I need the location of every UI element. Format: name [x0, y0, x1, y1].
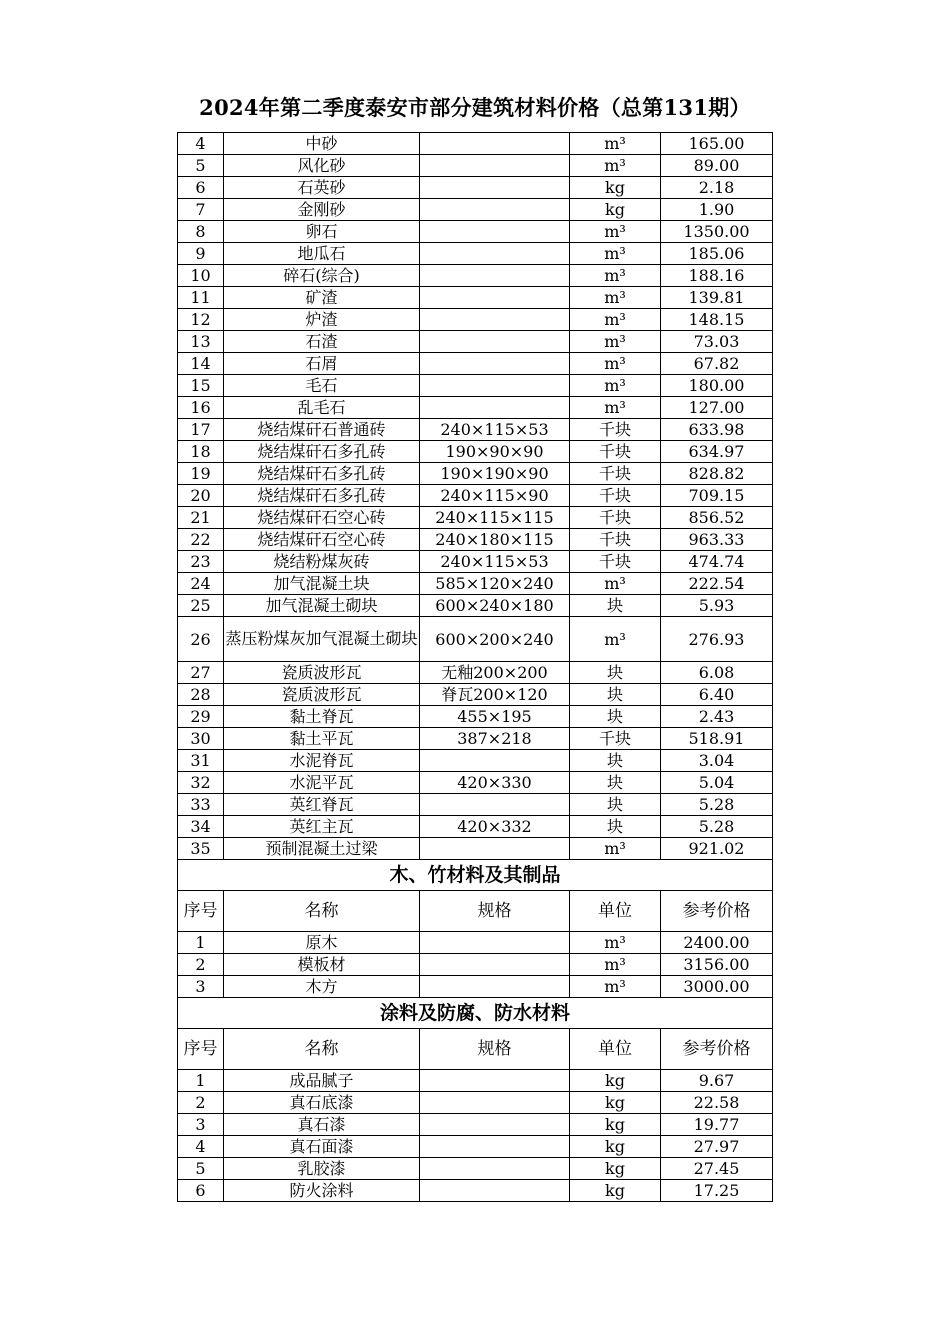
cell-unit: m³	[570, 331, 661, 353]
cell-unit: m³	[570, 976, 661, 998]
cell-unit: 千块	[570, 419, 661, 441]
cell-seq: 32	[178, 772, 224, 794]
cell-name: 金刚砂	[224, 199, 420, 221]
section-title: 涂料及防腐、防水材料	[178, 998, 773, 1029]
cell-price: 963.33	[661, 529, 773, 551]
cell-seq: 5	[178, 155, 224, 177]
cell-price: 19.77	[661, 1114, 773, 1136]
cell-seq: 11	[178, 287, 224, 309]
table-row	[178, 287, 773, 309]
cell-spec	[420, 976, 570, 998]
cell-spec: 240×115×53	[420, 551, 570, 573]
cell-price: 188.16	[661, 265, 773, 287]
cell-spec	[420, 177, 570, 199]
cell-seq: 20	[178, 485, 224, 507]
cell-name: 乱毛石	[224, 397, 420, 419]
table-row	[178, 728, 773, 750]
table-row	[178, 155, 773, 177]
cell-price: 5.28	[661, 794, 773, 816]
cell-name: 成品腻子	[224, 1070, 420, 1092]
cell-name: 预制混凝土过梁	[224, 838, 420, 860]
cell-seq: 10	[178, 265, 224, 287]
cell-unit: m³	[570, 954, 661, 976]
table-header-row	[178, 1029, 773, 1070]
cell-unit: m³	[570, 243, 661, 265]
cell-unit: 千块	[570, 507, 661, 529]
cell-unit: 块	[570, 684, 661, 706]
cell-spec	[420, 133, 570, 155]
table-row	[178, 617, 773, 662]
cell-name: 矿渣	[224, 287, 420, 309]
cell-price: 828.82	[661, 463, 773, 485]
header-seq: 序号	[178, 1029, 224, 1070]
cell-unit: 千块	[570, 529, 661, 551]
cell-price: 474.74	[661, 551, 773, 573]
cell-price: 5.93	[661, 595, 773, 617]
cell-seq: 26	[178, 617, 224, 662]
cell-price: 1350.00	[661, 221, 773, 243]
cell-seq: 25	[178, 595, 224, 617]
cell-unit: m³	[570, 573, 661, 595]
table-row	[178, 507, 773, 529]
header-name: 名称	[224, 891, 420, 932]
cell-name: 地瓜石	[224, 243, 420, 265]
cell-spec	[420, 265, 570, 287]
table-row	[178, 1114, 773, 1136]
cell-seq: 31	[178, 750, 224, 772]
table-row	[178, 265, 773, 287]
cell-price: 921.02	[661, 838, 773, 860]
cell-name: 蒸压粉煤灰加气混凝土砌块	[224, 617, 420, 662]
cell-name: 烧结煤矸石多孔砖	[224, 463, 420, 485]
table-row	[178, 1158, 773, 1180]
cell-spec	[420, 1180, 570, 1202]
cell-price: 127.00	[661, 397, 773, 419]
cell-price: 27.97	[661, 1136, 773, 1158]
cell-spec	[420, 221, 570, 243]
cell-seq: 28	[178, 684, 224, 706]
cell-seq: 13	[178, 331, 224, 353]
cell-unit: m³	[570, 265, 661, 287]
cell-spec: 190×190×90	[420, 463, 570, 485]
cell-name: 毛石	[224, 375, 420, 397]
cell-name: 模板材	[224, 954, 420, 976]
cell-price: 185.06	[661, 243, 773, 265]
table-row	[178, 794, 773, 816]
table-row	[178, 529, 773, 551]
table-header-row	[178, 891, 773, 932]
table-row	[178, 177, 773, 199]
cell-spec: 脊瓦200×120	[420, 684, 570, 706]
cell-spec	[420, 155, 570, 177]
table-row	[178, 706, 773, 728]
cell-price: 148.15	[661, 309, 773, 331]
cell-spec: 600×200×240	[420, 617, 570, 662]
cell-price: 1.90	[661, 199, 773, 221]
cell-name: 石屑	[224, 353, 420, 375]
cell-seq: 15	[178, 375, 224, 397]
header-price: 参考价格	[661, 1029, 773, 1070]
header-unit: 单位	[570, 1029, 661, 1070]
cell-unit: m³	[570, 133, 661, 155]
cell-unit: m³	[570, 309, 661, 331]
cell-seq: 21	[178, 507, 224, 529]
cell-unit: m³	[570, 221, 661, 243]
cell-unit: m³	[570, 353, 661, 375]
cell-spec: 420×330	[420, 772, 570, 794]
cell-spec: 240×115×115	[420, 507, 570, 529]
cell-spec: 无釉200×200	[420, 662, 570, 684]
cell-spec	[420, 1136, 570, 1158]
table-row	[178, 684, 773, 706]
cell-spec: 455×195	[420, 706, 570, 728]
table-row	[178, 1136, 773, 1158]
cell-unit: 千块	[570, 551, 661, 573]
cell-spec: 240×115×90	[420, 485, 570, 507]
cell-spec: 240×115×53	[420, 419, 570, 441]
cell-seq: 1	[178, 1070, 224, 1092]
cell-spec	[420, 954, 570, 976]
cell-unit: kg	[570, 1114, 661, 1136]
cell-price: 22.58	[661, 1092, 773, 1114]
cell-spec	[420, 1158, 570, 1180]
cell-seq: 6	[178, 177, 224, 199]
header-seq: 序号	[178, 891, 224, 932]
cell-unit: m³	[570, 838, 661, 860]
cell-seq: 16	[178, 397, 224, 419]
cell-seq: 9	[178, 243, 224, 265]
cell-name: 石渣	[224, 331, 420, 353]
cell-seq: 8	[178, 221, 224, 243]
cell-name: 烧结煤矸石多孔砖	[224, 485, 420, 507]
table-row	[178, 419, 773, 441]
cell-name: 英红脊瓦	[224, 794, 420, 816]
cell-price: 633.98	[661, 419, 773, 441]
cell-spec	[420, 750, 570, 772]
cell-seq: 2	[178, 1092, 224, 1114]
cell-price: 856.52	[661, 507, 773, 529]
cell-price: 709.15	[661, 485, 773, 507]
cell-price: 2.43	[661, 706, 773, 728]
cell-spec: 190×90×90	[420, 441, 570, 463]
cell-spec: 600×240×180	[420, 595, 570, 617]
cell-unit: kg	[570, 1092, 661, 1114]
cell-spec	[420, 199, 570, 221]
cell-seq: 30	[178, 728, 224, 750]
cell-seq: 34	[178, 816, 224, 838]
cell-name: 真石漆	[224, 1114, 420, 1136]
header-unit: 单位	[570, 891, 661, 932]
cell-seq: 12	[178, 309, 224, 331]
cell-seq: 22	[178, 529, 224, 551]
cell-seq: 3	[178, 976, 224, 998]
cell-unit: 千块	[570, 441, 661, 463]
cell-unit: 块	[570, 794, 661, 816]
cell-name: 真石面漆	[224, 1136, 420, 1158]
cell-name: 乳胶漆	[224, 1158, 420, 1180]
cell-spec	[420, 1114, 570, 1136]
table-row	[178, 199, 773, 221]
table-row	[178, 353, 773, 375]
table-row	[178, 1180, 773, 1202]
table-row	[178, 375, 773, 397]
cell-unit: 千块	[570, 728, 661, 750]
cell-price: 89.00	[661, 155, 773, 177]
table-row	[178, 485, 773, 507]
cell-price: 518.91	[661, 728, 773, 750]
cell-spec	[420, 243, 570, 265]
table-row	[178, 397, 773, 419]
table-row	[178, 309, 773, 331]
table-row	[178, 573, 773, 595]
cell-price: 5.28	[661, 816, 773, 838]
cell-unit: m³	[570, 155, 661, 177]
cell-price: 27.45	[661, 1158, 773, 1180]
table-row	[178, 595, 773, 617]
cell-name: 中砂	[224, 133, 420, 155]
table-row	[178, 133, 773, 155]
cell-unit: kg	[570, 1136, 661, 1158]
table-row	[178, 838, 773, 860]
header-spec: 规格	[420, 891, 570, 932]
section-title: 木、竹材料及其制品	[178, 860, 773, 891]
cell-spec	[420, 287, 570, 309]
header-name: 名称	[224, 1029, 420, 1070]
cell-name: 水泥平瓦	[224, 772, 420, 794]
cell-price: 634.97	[661, 441, 773, 463]
cell-unit: kg	[570, 199, 661, 221]
cell-seq: 2	[178, 954, 224, 976]
table-row	[178, 954, 773, 976]
cell-seq: 6	[178, 1180, 224, 1202]
cell-spec	[420, 838, 570, 860]
cell-seq: 7	[178, 199, 224, 221]
cell-spec	[420, 1092, 570, 1114]
cell-seq: 19	[178, 463, 224, 485]
cell-seq: 24	[178, 573, 224, 595]
cell-price: 165.00	[661, 133, 773, 155]
cell-price: 73.03	[661, 331, 773, 353]
table-row	[178, 243, 773, 265]
cell-unit: 块	[570, 816, 661, 838]
cell-name: 烧结煤矸石多孔砖	[224, 441, 420, 463]
cell-price: 5.04	[661, 772, 773, 794]
cell-price: 67.82	[661, 353, 773, 375]
price-table	[177, 132, 773, 1202]
table-row	[178, 551, 773, 573]
header-spec: 规格	[420, 1029, 570, 1070]
cell-unit: kg	[570, 1180, 661, 1202]
cell-price: 3.04	[661, 750, 773, 772]
cell-name: 石英砂	[224, 177, 420, 199]
cell-price: 6.40	[661, 684, 773, 706]
cell-name: 烧结煤矸石空心砖	[224, 529, 420, 551]
cell-seq: 35	[178, 838, 224, 860]
cell-name: 风化砂	[224, 155, 420, 177]
cell-spec: 585×120×240	[420, 573, 570, 595]
table-row	[178, 441, 773, 463]
cell-name: 防火涂料	[224, 1180, 420, 1202]
cell-price: 2400.00	[661, 932, 773, 954]
cell-spec	[420, 375, 570, 397]
cell-spec: 240×180×115	[420, 529, 570, 551]
cell-seq: 33	[178, 794, 224, 816]
cell-price: 9.67	[661, 1070, 773, 1092]
section-title-row	[178, 860, 773, 891]
cell-unit: kg	[570, 177, 661, 199]
header-price: 参考价格	[661, 891, 773, 932]
table-row	[178, 932, 773, 954]
cell-seq: 17	[178, 419, 224, 441]
cell-unit: 块	[570, 706, 661, 728]
cell-unit: m³	[570, 932, 661, 954]
cell-name: 烧结煤矸石空心砖	[224, 507, 420, 529]
cell-price: 139.81	[661, 287, 773, 309]
cell-name: 加气混凝土砌块	[224, 595, 420, 617]
table-row	[178, 816, 773, 838]
cell-unit: kg	[570, 1070, 661, 1092]
table-row	[178, 1092, 773, 1114]
cell-name: 瓷质波形瓦	[224, 662, 420, 684]
table-row	[178, 976, 773, 998]
cell-price: 222.54	[661, 573, 773, 595]
cell-spec	[420, 1070, 570, 1092]
cell-unit: 千块	[570, 463, 661, 485]
cell-unit: m³	[570, 375, 661, 397]
cell-seq: 23	[178, 551, 224, 573]
cell-spec	[420, 309, 570, 331]
page-title: 2024年第二季度泰安市部分建筑材料价格（总第131期）	[199, 95, 751, 120]
cell-seq: 4	[178, 1136, 224, 1158]
table-row	[178, 1070, 773, 1092]
cell-name: 木方	[224, 976, 420, 998]
cell-spec: 420×332	[420, 816, 570, 838]
cell-spec	[420, 331, 570, 353]
cell-seq: 29	[178, 706, 224, 728]
cell-spec	[420, 932, 570, 954]
cell-seq: 5	[178, 1158, 224, 1180]
cell-spec	[420, 794, 570, 816]
table-row	[178, 662, 773, 684]
cell-name: 炉渣	[224, 309, 420, 331]
cell-seq: 14	[178, 353, 224, 375]
cell-unit: 块	[570, 772, 661, 794]
cell-unit: m³	[570, 397, 661, 419]
cell-seq: 27	[178, 662, 224, 684]
table-row	[178, 331, 773, 353]
cell-unit: 块	[570, 662, 661, 684]
cell-name: 瓷质波形瓦	[224, 684, 420, 706]
cell-name: 烧结粉煤灰砖	[224, 551, 420, 573]
cell-name: 卵石	[224, 221, 420, 243]
cell-name: 水泥脊瓦	[224, 750, 420, 772]
cell-unit: kg	[570, 1158, 661, 1180]
cell-name: 原木	[224, 932, 420, 954]
cell-spec	[420, 353, 570, 375]
cell-price: 2.18	[661, 177, 773, 199]
cell-name: 黏土脊瓦	[224, 706, 420, 728]
cell-seq: 3	[178, 1114, 224, 1136]
cell-unit: 千块	[570, 485, 661, 507]
cell-price: 276.93	[661, 617, 773, 662]
cell-name: 真石底漆	[224, 1092, 420, 1114]
cell-seq: 18	[178, 441, 224, 463]
table-row	[178, 750, 773, 772]
cell-name: 英红主瓦	[224, 816, 420, 838]
cell-name: 烧结煤矸石普通砖	[224, 419, 420, 441]
cell-price: 17.25	[661, 1180, 773, 1202]
cell-name: 碎石(综合)	[224, 265, 420, 287]
cell-name: 黏土平瓦	[224, 728, 420, 750]
section-title-row	[178, 998, 773, 1029]
cell-unit: 块	[570, 750, 661, 772]
cell-price: 180.00	[661, 375, 773, 397]
cell-seq: 1	[178, 932, 224, 954]
cell-seq: 4	[178, 133, 224, 155]
cell-unit: 块	[570, 595, 661, 617]
cell-unit: m³	[570, 617, 661, 662]
table-row	[178, 772, 773, 794]
cell-price: 6.08	[661, 662, 773, 684]
table-row	[178, 463, 773, 485]
cell-price: 3000.00	[661, 976, 773, 998]
cell-spec	[420, 397, 570, 419]
cell-name: 加气混凝土块	[224, 573, 420, 595]
cell-unit: m³	[570, 287, 661, 309]
table-row	[178, 221, 773, 243]
cell-price: 3156.00	[661, 954, 773, 976]
cell-spec: 387×218	[420, 728, 570, 750]
